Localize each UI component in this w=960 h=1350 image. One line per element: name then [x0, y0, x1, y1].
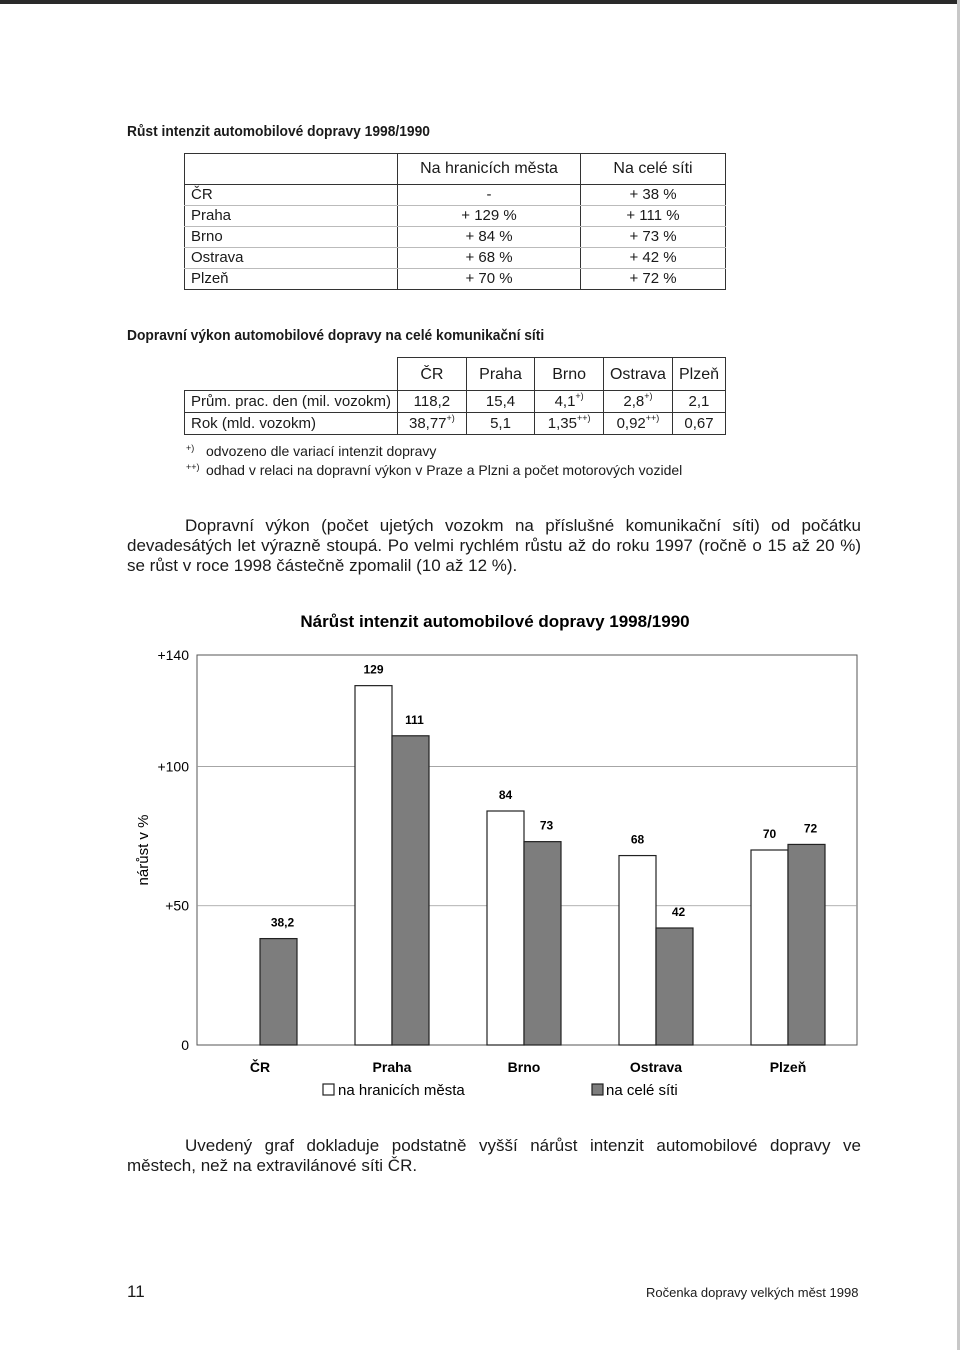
data-label: 38,2 — [270, 915, 295, 930]
table-cell: - — [398, 185, 581, 206]
x-tick-label: Praha — [372, 1059, 412, 1075]
bar-whole-network — [524, 842, 561, 1045]
data-label: 73 — [539, 818, 554, 833]
x-tick-label: Brno — [507, 1059, 541, 1075]
header-cell — [185, 154, 398, 185]
header-cell: Na hranicích města — [398, 154, 581, 185]
legend-label: na hranicích města — [338, 1082, 465, 1099]
bar-city-border — [355, 686, 392, 1045]
table-cell: ČR — [185, 185, 398, 206]
table-cell: + 72 % — [581, 269, 726, 290]
header-cell: Ostrava — [603, 358, 672, 391]
data-label: 70 — [762, 827, 777, 841]
table-header-row — [185, 358, 726, 391]
table-row — [185, 185, 726, 206]
cell-footnote-mark: +) — [575, 391, 584, 401]
header-cell — [185, 358, 398, 391]
legend-swatch — [323, 1084, 334, 1095]
paragraph-text: Uvedený graf dokladuje podstatně vyšší nárůst intenzit automobilové dopravy ve městech, než na extravilánové síti ČR. — [127, 1136, 861, 1175]
cell-value: 5,1 — [490, 415, 511, 432]
data-label: 72 — [803, 821, 818, 836]
table-row — [185, 206, 726, 227]
performance-table — [184, 357, 726, 435]
y-tick-label: +50 — [165, 897, 189, 914]
table-row — [185, 248, 726, 269]
header-cell: Na celé síti — [581, 154, 726, 185]
cell-value: 2,1 — [688, 393, 710, 410]
cell-value: 118,2 — [413, 393, 451, 410]
cell-value: 38,77 — [408, 415, 447, 432]
bar-whole-network — [392, 736, 429, 1045]
cell-value: 15,4 — [485, 393, 516, 410]
row-label: Rok (mld. vozokm) — [185, 413, 398, 435]
bar-city-border — [487, 811, 524, 1045]
paragraph-conclusion — [127, 1136, 861, 1176]
legend-label: na celé síti — [606, 1082, 678, 1099]
cell-value: 1,35 — [547, 415, 577, 432]
cell-footnote-mark: +) — [446, 413, 455, 423]
x-tick-label: Ostrava — [629, 1059, 683, 1075]
y-tick-label: +100 — [157, 758, 189, 775]
data-label: 111 — [405, 712, 424, 727]
paragraph-performance — [127, 516, 861, 576]
table-cell: + 38 % — [581, 185, 726, 206]
y-tick-label: +140 — [157, 647, 189, 663]
footnote-mark: ++) — [186, 462, 200, 472]
legend-swatch — [592, 1084, 603, 1095]
table-cell — [672, 391, 725, 413]
table-cell — [603, 413, 672, 435]
data-label: 42 — [671, 905, 686, 919]
page-number: 11 — [127, 1282, 145, 1301]
cell-footnote-mark: +) — [644, 391, 653, 401]
header-cell: ČR — [398, 358, 467, 391]
table-cell — [535, 413, 604, 435]
top-rule — [0, 0, 960, 4]
bar-whole-network — [656, 928, 693, 1045]
table-cell: Plzeň — [185, 269, 398, 290]
bar-city-border — [751, 850, 788, 1045]
bar-whole-network — [260, 939, 297, 1045]
table-cell: Praha — [185, 206, 398, 227]
cell-value: 4,1 — [554, 393, 576, 410]
row-label: Prům. prac. den (mil. vozokm) — [185, 391, 398, 413]
data-label: 129 — [363, 662, 384, 677]
footnote — [186, 462, 682, 478]
heading-performance: Dopravní výkon automobilové dopravy na celé komunikační síti — [127, 327, 545, 344]
cell-footnote-mark: ++) — [645, 413, 660, 423]
table-cell: Brno — [185, 227, 398, 248]
footnote — [186, 443, 436, 459]
table-row — [185, 227, 726, 248]
x-tick-label: ČR — [249, 1059, 271, 1075]
footnote-text: odhad v relaci na dopravní výkon v Praze a Plzni a počet motorových vozidel — [206, 462, 683, 478]
bar-whole-network — [788, 844, 825, 1045]
table-cell — [535, 391, 604, 413]
cell-footnote-mark: ++) — [576, 413, 591, 423]
cell-value: 0,67 — [684, 415, 714, 432]
table-row — [185, 391, 726, 413]
header-cell: Brno — [535, 358, 604, 391]
paragraph-text: Dopravní výkon (počet ujetých vozokm na příslušné komunikační síti) od počátku devadesátých let výrazně stoupá. Po velmi rychlém růstu až do roku 1997 (ročně o 15 až 20 %) se růst v roce 1998 částečně zpomalil (10 až 12 %). — [127, 516, 861, 575]
table-cell — [466, 391, 535, 413]
y-tick-label: 0 — [181, 1037, 189, 1053]
footnote-mark: +) — [186, 443, 195, 453]
table-cell: Ostrava — [185, 248, 398, 269]
data-label: 68 — [630, 832, 645, 847]
table-cell — [398, 413, 467, 435]
table-cell: + 70 % — [398, 269, 581, 290]
growth-table — [184, 153, 726, 290]
footnote-text: odvozeno dle variací intenzit dopravy — [206, 443, 437, 459]
chart-title: Nárůst intenzit automobilové dopravy 1998/1990 — [300, 612, 690, 631]
table-row — [185, 269, 726, 290]
footer-title: Ročenka dopravy velkých měst 1998 — [646, 1285, 859, 1300]
table-cell: + 68 % — [398, 248, 581, 269]
table-cell: + 111 % — [581, 206, 726, 227]
table-cell — [398, 391, 467, 413]
table-cell: + 84 % — [398, 227, 581, 248]
x-tick-label: Plzeň — [769, 1059, 807, 1075]
table-header-row — [185, 154, 726, 185]
table-cell: + 42 % — [581, 248, 726, 269]
table-cell — [466, 413, 535, 435]
bar-city-border — [619, 856, 656, 1045]
header-cell: Praha — [466, 358, 535, 391]
heading-growth: Růst intenzit automobilové dopravy 1998/1990 — [127, 123, 430, 140]
y-axis-label: nárůst v % — [135, 814, 152, 886]
cell-value: 2,8 — [623, 393, 645, 410]
cell-value: 0,92 — [616, 415, 646, 432]
data-label: 84 — [498, 788, 513, 802]
header-cell: Plzeň — [672, 358, 725, 391]
table-cell — [672, 413, 725, 435]
table-cell: + 73 % — [581, 227, 726, 248]
bar-chart — [120, 600, 870, 1100]
table-row — [185, 413, 726, 435]
table-cell — [603, 391, 672, 413]
table-cell: + 129 % — [398, 206, 581, 227]
